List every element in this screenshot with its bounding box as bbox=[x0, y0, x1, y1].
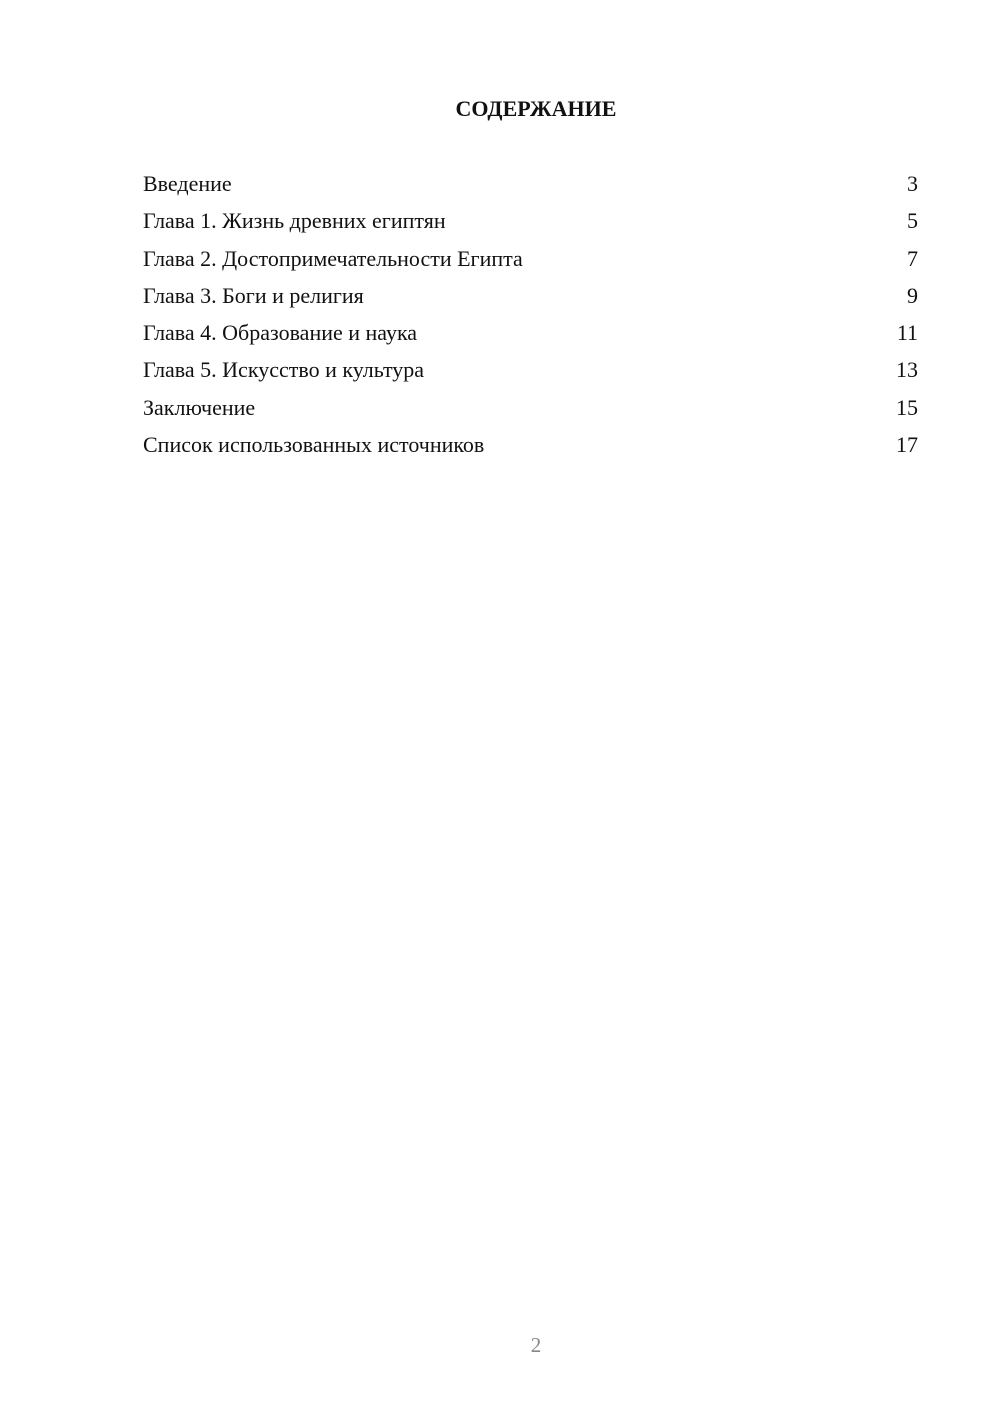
toc-entry-label: Глава 2. Достопримечательности Египта bbox=[143, 245, 523, 271]
toc-entry bbox=[143, 207, 918, 244]
toc-entry bbox=[143, 431, 918, 468]
table-of-contents bbox=[143, 170, 918, 468]
page-number: 2 bbox=[530, 1333, 542, 1357]
toc-entry-label: Глава 1. Жизнь древних египтян bbox=[143, 208, 446, 234]
toc-entry-label: Глава 4. Образование и наука bbox=[143, 320, 418, 346]
toc-entry-page: 13 bbox=[896, 357, 918, 383]
toc-entry-page: 3 bbox=[907, 171, 918, 196]
toc-entry bbox=[143, 282, 918, 319]
toc-entry bbox=[143, 319, 918, 356]
toc-entry-page: 5 bbox=[907, 208, 918, 234]
toc-entry-label: Список использованных источников bbox=[143, 432, 485, 458]
toc-entry-label: Заключение bbox=[143, 394, 256, 420]
toc-entry-page: 9 bbox=[907, 282, 918, 308]
toc-entry-label: Глава 5. Искусство и культура bbox=[143, 357, 425, 383]
toc-entry bbox=[143, 245, 918, 282]
toc-entry bbox=[143, 394, 918, 431]
toc-entry-page: 15 bbox=[896, 394, 918, 420]
toc-entry-page: 11 bbox=[896, 320, 918, 346]
toc-entry bbox=[143, 170, 918, 207]
toc-entry-page: 17 bbox=[896, 432, 918, 458]
toc-entry bbox=[143, 356, 918, 393]
toc-entry-label: Глава 3. Боги и религия bbox=[143, 282, 364, 308]
page-title: СОДЕРЖАНИЕ bbox=[455, 96, 617, 121]
toc-entry-label: Введение bbox=[143, 171, 232, 196]
toc-entry-page: 7 bbox=[907, 245, 918, 271]
